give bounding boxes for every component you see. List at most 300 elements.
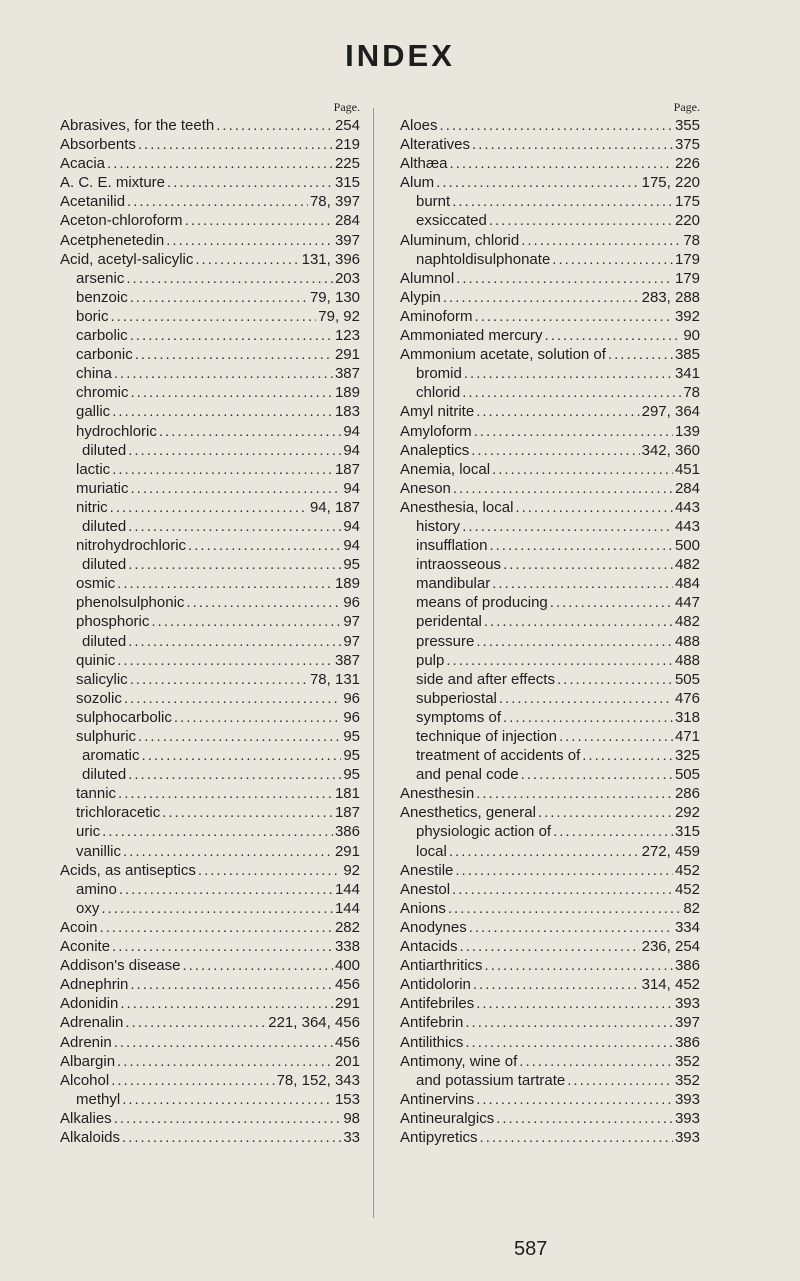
leader-dots <box>519 1052 673 1071</box>
leader-dots <box>460 937 640 956</box>
leader-dots <box>462 517 673 536</box>
index-entry <box>400 250 700 269</box>
index-pages: 33 <box>343 1128 360 1146</box>
index-entry <box>60 784 360 803</box>
leader-dots <box>515 498 673 517</box>
index-pages: 226 <box>674 155 700 173</box>
index-entry <box>60 1109 360 1128</box>
index-entry <box>400 1052 700 1071</box>
index-term: naphtoldisulphonate <box>416 250 551 268</box>
index-entry <box>400 708 700 727</box>
leader-dots <box>456 269 673 288</box>
leader-dots <box>111 307 317 326</box>
index-term: chlorid <box>416 384 461 402</box>
leader-dots <box>545 326 682 345</box>
leader-dots <box>485 956 673 975</box>
leader-dots <box>471 441 639 460</box>
index-term: Althæa <box>400 155 448 173</box>
index-term: and potassium tartrate <box>416 1071 566 1089</box>
index-entry <box>400 975 700 994</box>
index-term: exsiccated <box>416 212 487 230</box>
index-term: pulp <box>416 651 445 669</box>
leader-dots <box>489 536 673 555</box>
leader-dots <box>138 727 341 746</box>
leader-dots <box>114 1109 342 1128</box>
index-entry <box>60 441 360 460</box>
index-entry <box>60 211 360 230</box>
index-pages: 451 <box>674 460 700 478</box>
column-divider <box>373 108 374 1218</box>
index-pages: 375 <box>674 136 700 154</box>
index-term: Alumnol <box>400 269 455 287</box>
index-pages: 314, 452 <box>641 976 700 994</box>
index-term: means of producing <box>416 594 548 612</box>
index-term: Aceton-chloroform <box>60 212 183 230</box>
index-pages: 342, 360 <box>641 441 700 459</box>
leader-dots <box>142 746 342 765</box>
index-term: diluted <box>82 556 127 574</box>
leader-dots <box>476 994 673 1013</box>
index-entry <box>60 1033 360 1052</box>
index-term: oxy <box>76 899 100 917</box>
index-pages: 341 <box>674 365 700 383</box>
index-pages: 488 <box>674 651 700 669</box>
leader-dots <box>118 784 333 803</box>
index-entry <box>60 250 360 269</box>
index-pages: 482 <box>674 556 700 574</box>
index-entry <box>400 746 700 765</box>
index-entry <box>400 1128 700 1147</box>
index-entry <box>60 269 360 288</box>
page-title: INDEX <box>345 38 455 73</box>
index-term: Analeptics <box>400 441 470 459</box>
index-term: Antinervins <box>400 1090 475 1108</box>
index-entry <box>60 288 360 307</box>
index-pages: 397 <box>334 231 360 249</box>
index-term: Antipyretics <box>400 1128 478 1146</box>
leader-dots <box>538 803 673 822</box>
index-term: sozolic <box>76 689 122 707</box>
leader-dots <box>185 211 333 230</box>
leader-dots <box>131 479 342 498</box>
index-pages: 315 <box>674 823 700 841</box>
index-pages: 338 <box>334 938 360 956</box>
index-term: quinic <box>76 651 116 669</box>
index-entry <box>400 956 700 975</box>
leader-dots <box>582 746 673 765</box>
index-entry <box>60 918 360 937</box>
index-term: A. C. E. mixture <box>60 174 166 192</box>
index-entry <box>60 727 360 746</box>
leader-dots <box>151 612 341 631</box>
index-term: Addison's disease <box>60 957 181 975</box>
leader-dots <box>484 612 673 631</box>
leader-dots <box>130 288 308 307</box>
index-term: treatment of accidents of <box>416 747 581 765</box>
index-entry <box>60 765 360 784</box>
index-entry <box>400 861 700 880</box>
index-pages: 452 <box>674 880 700 898</box>
leader-dots <box>122 1090 333 1109</box>
leader-dots <box>476 1090 673 1109</box>
index-entry <box>400 211 700 230</box>
index-entry <box>60 632 360 651</box>
index-term: Ammoniated mercury <box>400 327 543 345</box>
leader-dots <box>448 899 681 918</box>
leader-dots <box>111 1071 274 1090</box>
leader-dots <box>492 460 673 479</box>
index-term: Antacids <box>400 938 458 956</box>
index-pages: 82 <box>683 899 700 917</box>
index-entry <box>60 822 360 841</box>
index-term: Abrasives, for the teeth <box>60 117 215 134</box>
index-entry <box>400 899 700 918</box>
index-pages: 500 <box>674 537 700 555</box>
index-term: hydrochloric <box>76 422 157 440</box>
index-term: Absorbents <box>60 136 136 154</box>
index-pages: 153 <box>334 1090 360 1108</box>
index-entry <box>400 517 700 536</box>
index-term: lactic <box>76 460 111 478</box>
index-entry <box>400 1033 700 1052</box>
leader-dots <box>449 842 640 861</box>
index-pages: 386 <box>674 957 700 975</box>
index-pages: 94 <box>343 422 360 440</box>
index-term: vanillic <box>76 842 122 860</box>
leader-dots <box>443 288 640 307</box>
index-pages: 219 <box>334 136 360 154</box>
index-entry <box>400 135 700 154</box>
index-pages: 400 <box>334 957 360 975</box>
index-term: Amyloform <box>400 422 472 440</box>
leader-dots <box>102 822 333 841</box>
index-entry <box>60 460 360 479</box>
index-pages: 505 <box>674 670 700 688</box>
leader-dots <box>550 593 673 612</box>
index-term: carbonic <box>76 346 133 364</box>
index-term: salicylic <box>76 670 128 688</box>
leader-dots <box>159 422 341 441</box>
index-entry <box>60 880 360 899</box>
leader-dots <box>475 307 673 326</box>
index-pages: 94 <box>343 441 360 459</box>
index-entry <box>60 307 360 326</box>
index-term: Antifebriles <box>400 995 475 1013</box>
index-pages: 90 <box>683 327 700 345</box>
index-pages: 139 <box>674 422 700 440</box>
index-entry <box>400 1013 700 1032</box>
index-pages: 385 <box>674 346 700 364</box>
leader-dots <box>130 326 333 345</box>
index-term: Acoin <box>60 918 98 936</box>
index-pages: 179 <box>674 250 700 268</box>
index-term: Aneson <box>400 479 451 497</box>
index-entry <box>60 402 360 421</box>
index-term: uric <box>76 823 101 841</box>
index-entry <box>400 593 700 612</box>
index-entry <box>60 231 360 250</box>
index-pages: 482 <box>674 613 700 631</box>
leader-dots <box>188 536 341 555</box>
index-entry <box>400 612 700 631</box>
index-entry <box>400 288 700 307</box>
index-term: peridental <box>416 613 482 631</box>
index-pages: 325 <box>674 747 700 765</box>
index-pages: 201 <box>334 1052 360 1070</box>
index-pages: 284 <box>334 212 360 230</box>
index-pages: 443 <box>674 517 700 535</box>
index-pages: 220 <box>674 212 700 230</box>
index-term: china <box>76 365 112 383</box>
index-pages: 397 <box>674 1014 700 1032</box>
index-term: Adnephrin <box>60 976 129 994</box>
index-pages: 284 <box>674 479 700 497</box>
leader-dots <box>452 192 673 211</box>
index-term: Aminoform <box>400 307 473 325</box>
index-pages: 221, 364, 456 <box>268 1014 360 1032</box>
index-pages: 94, 187 <box>309 498 360 516</box>
index-term: amino <box>76 880 117 898</box>
leader-dots <box>567 1071 673 1090</box>
index-term: mandibular <box>416 575 491 593</box>
index-pages: 352 <box>674 1052 700 1070</box>
index-entry <box>60 135 360 154</box>
index-entry <box>400 803 700 822</box>
index-entry <box>400 498 700 517</box>
index-term: Anesthesia, local <box>400 498 514 516</box>
index-term: Acetanilid <box>60 193 126 211</box>
index-entry <box>60 555 360 574</box>
index-term: diluted <box>82 632 127 650</box>
index-term: Antidolorin <box>400 976 471 994</box>
leader-dots <box>452 880 673 899</box>
index-term: Acid, acetyl-salicylic <box>60 250 194 268</box>
index-pages: 97 <box>343 632 360 650</box>
index-pages: 123 <box>334 327 360 345</box>
index-term: arsenic <box>76 269 125 287</box>
index-term: insufflation <box>416 537 488 555</box>
index-entry <box>60 116 360 135</box>
index-entry <box>60 842 360 861</box>
leader-dots <box>198 861 341 880</box>
index-entry <box>400 402 700 421</box>
leader-dots <box>464 364 673 383</box>
index-entry <box>60 1128 360 1147</box>
index-entry <box>60 994 360 1013</box>
index-pages: 392 <box>674 307 700 325</box>
index-entry <box>60 956 360 975</box>
index-pages: 393 <box>674 1128 700 1146</box>
index-term: tannic <box>76 785 117 803</box>
leader-dots <box>114 364 333 383</box>
index-entry <box>400 670 700 689</box>
leader-dots <box>126 269 333 288</box>
index-term: Anions <box>400 899 446 917</box>
index-entry <box>60 536 360 555</box>
index-entry <box>400 154 700 173</box>
leader-dots <box>469 918 673 937</box>
index-pages: 456 <box>334 1033 360 1051</box>
leader-dots <box>465 1013 673 1032</box>
leader-dots <box>436 173 639 192</box>
index-term: Antifebrin <box>400 1014 464 1032</box>
index-term: Anesthetics, general <box>400 804 536 822</box>
leader-dots <box>472 135 673 154</box>
index-term: Albargin <box>60 1052 116 1070</box>
index-term: Anestol <box>400 880 451 898</box>
index-entry <box>60 383 360 402</box>
index-term: burnt <box>416 193 451 211</box>
index-pages: 98 <box>343 1109 360 1127</box>
index-entry <box>400 307 700 326</box>
index-pages: 393 <box>674 1109 700 1127</box>
index-term: pressure <box>416 632 475 650</box>
index-term: Aconite <box>60 938 111 956</box>
leader-dots <box>552 250 673 269</box>
index-term: boric <box>76 307 109 325</box>
leader-dots <box>128 555 341 574</box>
index-term: sulphuric <box>76 728 137 745</box>
index-pages: 189 <box>334 575 360 593</box>
index-term: Adonidin <box>60 995 119 1013</box>
index-term: phenolsulphonic <box>76 594 185 612</box>
leader-dots <box>117 574 333 593</box>
index-term: diluted <box>82 766 127 784</box>
index-term: diluted <box>82 441 127 459</box>
index-pages: 225 <box>334 155 360 173</box>
index-entry <box>60 345 360 364</box>
index-entry <box>400 765 700 784</box>
leader-dots <box>112 460 333 479</box>
leader-dots <box>182 956 333 975</box>
index-entry <box>60 689 360 708</box>
index-pages: 179 <box>674 269 700 287</box>
index-term: Anemia, local <box>400 460 491 478</box>
index-entry <box>400 1109 700 1128</box>
leader-dots <box>174 708 341 727</box>
index-entry <box>60 899 360 918</box>
leader-dots <box>489 211 673 230</box>
index-term: symptoms of <box>416 708 502 726</box>
index-pages: 96 <box>343 689 360 707</box>
index-term: Ammonium acetate, solution of <box>400 346 606 364</box>
index-pages: 95 <box>343 556 360 574</box>
index-pages: 79, 92 <box>318 307 360 325</box>
index-pages: 131, 396 <box>301 250 360 268</box>
index-entry <box>400 1071 700 1090</box>
index-pages: 96 <box>343 708 360 726</box>
index-pages: 315 <box>334 174 360 192</box>
index-pages: 94 <box>343 479 360 497</box>
index-entry <box>400 441 700 460</box>
leader-dots <box>166 231 333 250</box>
index-pages: 318 <box>674 708 700 726</box>
index-entry <box>400 918 700 937</box>
index-pages: 175 <box>674 193 700 211</box>
index-column-left <box>60 98 360 1147</box>
index-term: subperiostal <box>416 689 497 707</box>
index-pages: 78, 131 <box>309 670 360 688</box>
index-term: diluted <box>82 517 127 535</box>
index-pages: 236, 254 <box>641 938 700 956</box>
index-entry <box>400 651 700 670</box>
index-term: Adrenalin <box>60 1014 124 1032</box>
index-term: Adrenin <box>60 1033 112 1051</box>
index-pages: 291 <box>334 346 360 364</box>
leader-dots <box>120 994 333 1013</box>
index-term: Alkalies <box>60 1109 112 1127</box>
leader-dots <box>476 632 673 651</box>
index-entry <box>400 460 700 479</box>
index-pages: 393 <box>674 1090 700 1108</box>
index-entry <box>60 1052 360 1071</box>
leader-dots <box>521 765 673 784</box>
index-entry <box>400 632 700 651</box>
index-pages: 387 <box>334 651 360 669</box>
index-term: Anesthesin <box>400 785 475 803</box>
index-term: Antiarthritics <box>400 957 483 975</box>
index-pages: 95 <box>343 728 360 745</box>
index-term: Alkaloids <box>60 1128 121 1146</box>
index-pages: 272, 459 <box>641 842 700 860</box>
index-entry <box>60 574 360 593</box>
index-pages: 386 <box>334 823 360 841</box>
index-term: osmic <box>76 575 116 593</box>
index-entry <box>60 937 360 956</box>
leader-dots <box>521 231 681 250</box>
index-pages: 95 <box>343 747 360 765</box>
index-entry <box>400 689 700 708</box>
index-pages: 94 <box>343 537 360 555</box>
index-pages: 393 <box>674 995 700 1013</box>
index-pages: 297, 364 <box>641 403 700 421</box>
index-term: chromic <box>76 384 129 402</box>
index-pages: 452 <box>674 861 700 879</box>
index-term: Amyl nitrite <box>400 403 475 421</box>
index-pages: 94 <box>343 517 360 535</box>
index-term: Antilithics <box>400 1033 464 1051</box>
index-term: physiologic action of <box>416 823 552 841</box>
index-term: Antimony, wine of <box>400 1052 518 1070</box>
leader-dots <box>112 402 333 421</box>
index-term: Acacia <box>60 155 106 173</box>
index-term: history <box>416 517 461 535</box>
leader-dots <box>465 1033 673 1052</box>
leader-dots <box>480 1128 673 1147</box>
index-entry <box>400 937 700 956</box>
index-pages: 92 <box>343 861 360 879</box>
index-term: Alcohol <box>60 1071 110 1089</box>
leader-dots <box>474 422 673 441</box>
index-entry <box>60 517 360 536</box>
index-term: Acetphenetedin <box>60 231 165 249</box>
index-pages: 291 <box>334 842 360 860</box>
leader-dots <box>473 975 640 994</box>
index-pages: 282 <box>334 918 360 936</box>
index-pages: 291 <box>334 995 360 1013</box>
index-term: carbolic <box>76 327 128 345</box>
index-entry <box>60 173 360 192</box>
index-pages: 203 <box>334 269 360 287</box>
leader-dots <box>216 116 333 135</box>
index-entry <box>60 154 360 173</box>
index-entry <box>400 192 700 211</box>
leader-dots <box>128 632 341 651</box>
leader-dots <box>446 651 673 670</box>
index-entry <box>60 1071 360 1090</box>
index-entry <box>60 422 360 441</box>
index-pages: 476 <box>674 689 700 707</box>
